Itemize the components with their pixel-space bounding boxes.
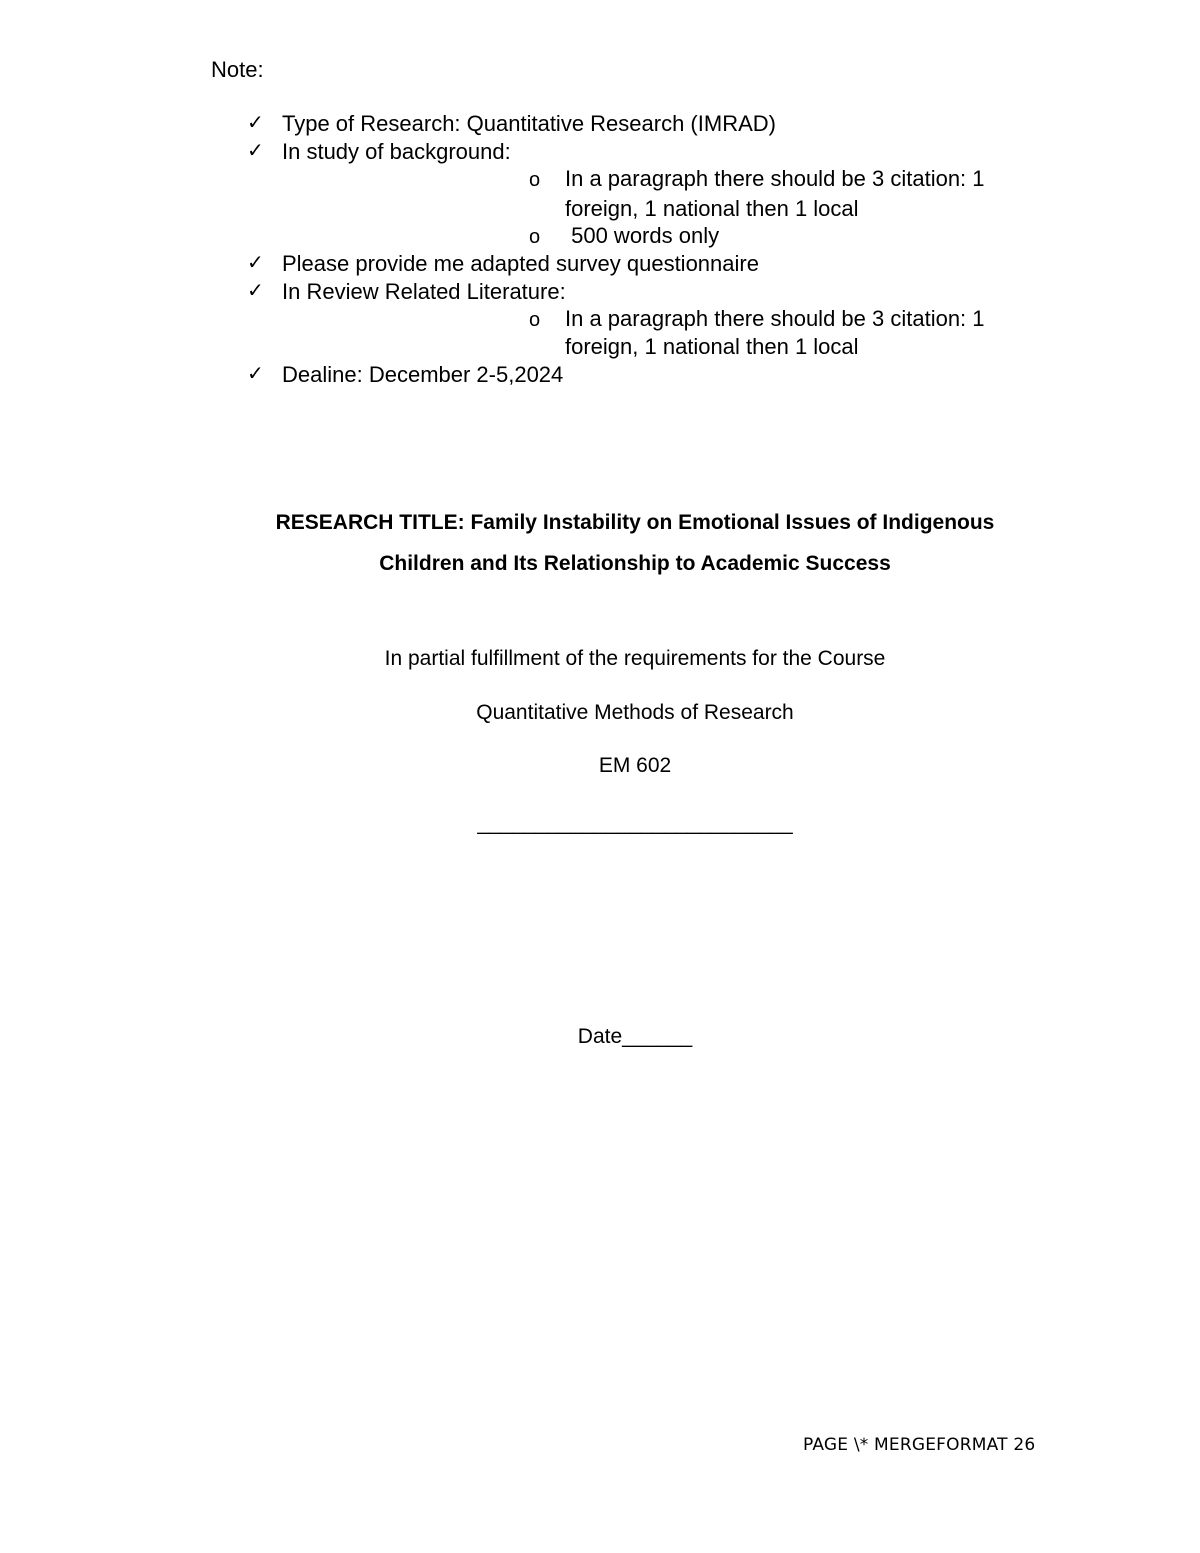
sub-item-citation-line1: In a paragraph there should be 3 citation: 1 [565, 166, 985, 191]
note-heading: Note: [211, 57, 264, 82]
signature-line: ___________________________ [477, 812, 793, 835]
sub-item-citation-line2: foreign, 1 national then 1 local [565, 196, 859, 221]
fulfillment-text: In partial fulfillment of the requirements for the Course [384, 647, 886, 670]
course-name: Quantitative Methods of Research [476, 701, 794, 724]
sub-item-citation-line1: In a paragraph there should be 3 citation: 1 [565, 306, 985, 331]
sub-bullet-icon: o [529, 226, 541, 248]
sub-item-citation-line2: foreign, 1 national then 1 local [565, 334, 859, 359]
research-title-line2: Children and Its Relationship to Academic Success [379, 552, 891, 575]
checkmark-icon: ✓ [247, 252, 264, 274]
note-item-research-type: Type of Research: Quantitative Research (IMRAD) [282, 111, 776, 136]
page-number-field: PAGE \* MERGEFORMAT 26 [803, 1435, 1036, 1455]
note-item-background: In study of background: [282, 139, 511, 164]
sub-bullet-icon: o [529, 169, 541, 191]
sub-item-word-limit: 500 words only [565, 223, 720, 248]
date-field: Date______ [577, 1025, 693, 1048]
checkmark-icon: ✓ [247, 140, 264, 162]
checkmark-icon: ✓ [247, 363, 264, 385]
sub-bullet-icon: o [529, 309, 541, 331]
research-title-line1: RESEARCH TITLE: Family Instability on Emotional Issues of Indigenous [275, 511, 995, 534]
course-code: EM 602 [598, 754, 672, 777]
note-item-survey: Please provide me adapted survey questionnaire [282, 251, 759, 276]
note-item-deadline: Dealine: December 2-5,2024 [282, 362, 564, 387]
checkmark-icon: ✓ [247, 280, 264, 302]
checkmark-icon: ✓ [247, 112, 264, 134]
note-item-review-literature: In Review Related Literature: [282, 279, 566, 304]
